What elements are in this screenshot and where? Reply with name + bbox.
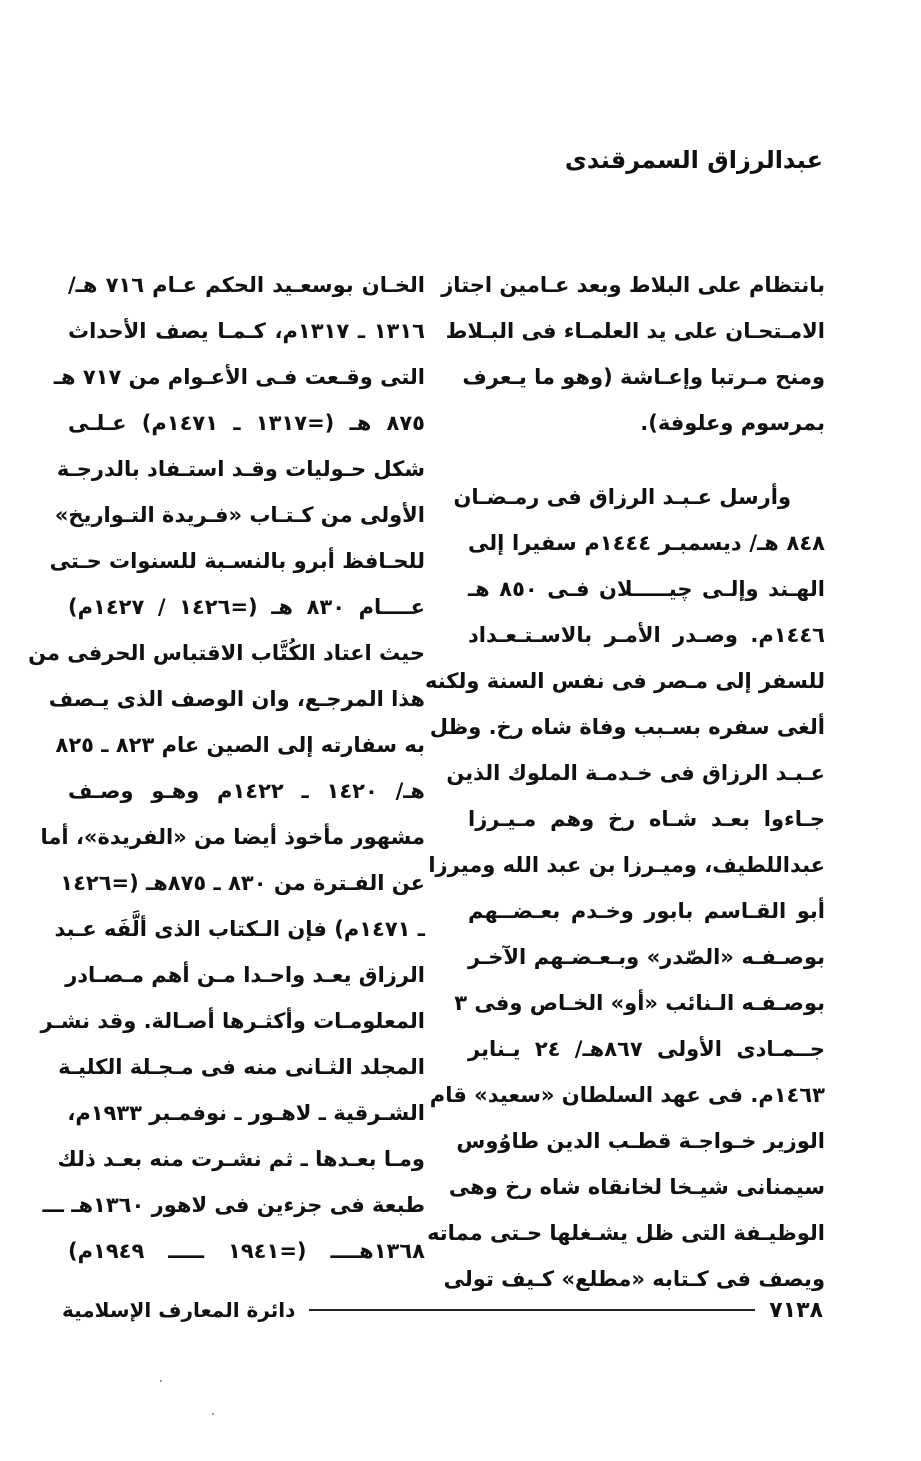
text-line: التى وقـعت فـى الأعـوام من ٧١٧ هـ [53,365,425,389]
text-line: ألغى سفره بسـبب وفاة شاه رخ. وظل [429,715,825,739]
text-line: عـبـد الرزاق فى خـدمـة الملوك الذين [446,761,825,785]
text-line: ١٣٦٨هــــ (=١٩٤١ ـــــ ١٩٤٩م) [68,1239,426,1263]
text-line: الهـند وإلـى چيـــــلان فـى ٨٥٠ هـ [468,577,825,601]
text-line: الرزاق يعـد واحـدا مـن أهم مـصـادر [65,963,425,987]
text-line: ويصف فى كـتابه «مطلع» كـيف تولى [443,1267,825,1291]
text-line: بوصـفـه الـنائب «أو» الخـاص وفى ٣ [454,991,825,1015]
text-line: الخـان بوسعـيد الحكم عـام ٧١٦ هـ/ [68,273,425,297]
text-line: بوصـفـه «الصّدر» وبـعـضـهم الآخـر [468,945,825,969]
text-line: هذا المرجـع، وان الوصف الذى يـصف [48,687,425,711]
text-line: ومنح مـرتبا وإعـاشة (وهو ما يـعرف [462,365,825,389]
paragraph [441,262,825,446]
text-line: ٨٤٨ هـ/ ديسمبـر ١٤٤٤م سفيرا إلى [468,531,825,555]
text-line: للحـافظ أبرو بالنسـبة للسنوات حـتى [49,549,425,573]
footer-divider [309,1309,755,1311]
text-line: الوزير خـواجـة قطـب الدين طاوُوس [456,1129,825,1153]
text-line: ١٤٦٣م. فى عهد السلطان «سعيد» قام [429,1083,825,1107]
text-line: أبو القـاسم بابور وخـدم بعـضــهم [468,899,825,923]
text-line: عن الفـترة من ٨٣٠ ـ ٨٧٥هـ (=١٤٢٦ [60,871,425,895]
text-line: عبداللطيف، وميـرزا بن عبد الله وميرزا [428,853,825,877]
page-number: ٧١٣٨ [769,1297,823,1323]
text-line: ١٤٤٦م. وصـدر الأمـر بالاسـتـعـداد [468,623,825,647]
text-line: طبعة فى جزءين فى لاهور ١٣٦٠هـ ـــ [42,1193,425,1217]
page-footer [62,1295,823,1325]
text-line: الشـرقية ـ لاهـور ـ نوفمـبر ١٩٣٣م، [67,1101,425,1125]
text-line: هـ/ ١٤٢٠ ـ ١٤٢٢م وهـو وصـف [68,779,425,803]
text-line: وأرسل عـبـد الرزاق فى رمـضـان [453,485,791,509]
running-header: عبدالرزاق السمرقندى [564,146,823,174]
text-line: المعلومـات وأكثـرها أصـالة. وقد نشـر [40,1009,425,1033]
text-line: للسفر إلى مـصر فى نفس السنة ولكنه [424,669,825,693]
text-line: جـاءوا بعـد شـاه رخ وهم مـيـرزا [468,807,825,831]
text-line: ١٣١٦ ـ ١٣١٧م، كـمـا يصف الأحداث [68,319,425,343]
text-line: ـ ١٤٧١م) فإن الـكتاب الذى ألَّفَه عـبد [54,917,425,941]
text-line: به سفارته إلى الصين عام ٨٢٣ ـ ٨٢٥ [55,733,425,757]
text-line: الأولى من كـتـاب «فـريدة التـواريخ» [54,503,425,527]
text-line: بمرسوم وعلوفة). [640,411,825,435]
text-line: بانتظام على البلاط وبعد عـامين اجتاز [441,273,825,297]
text-line: ٨٧٥ هـ (=١٣١٧ ـ ١٤٧١م) عـلـى [68,411,425,435]
text-line: الوظيـفة التى ظل يشـغلها حـتى مماته [427,1221,825,1245]
left-text-column [28,262,426,1274]
text-line: ومـا بعـدها ـ ثم نشـرت منه بعـد ذلك [57,1147,425,1171]
publication-title: دائرة المعارف الإسلامية [62,1298,296,1322]
text-line: مشهور مأخوذ أيضا من «الفريدة»، أما [40,825,425,849]
text-line: سيمنانى شيـخا لخانقاه شاه رخ وهى [448,1175,825,1199]
paragraph [424,474,825,1302]
text-line: شكل حـوليات وقـد استـفاد بالدرجـة [56,457,425,481]
text-line: جــمـادى الأولى ٨٦٧هـ/ ٢٤ يـناير [468,1037,825,1061]
text-line: حيث اعتاد الكُتَّاب الاقتباس الحرفى من [28,641,425,665]
text-line: عــــام ٨٣٠ هـ (=١٤٢٦ / ١٤٢٧م) [68,595,425,619]
right-text-column [424,262,825,1302]
text-line: المجلد الثـانى منه فى مـجـلة الكليـة [58,1055,425,1079]
text-line: الامـتحـان على يد العلمـاء فى البـلاط [445,319,825,343]
